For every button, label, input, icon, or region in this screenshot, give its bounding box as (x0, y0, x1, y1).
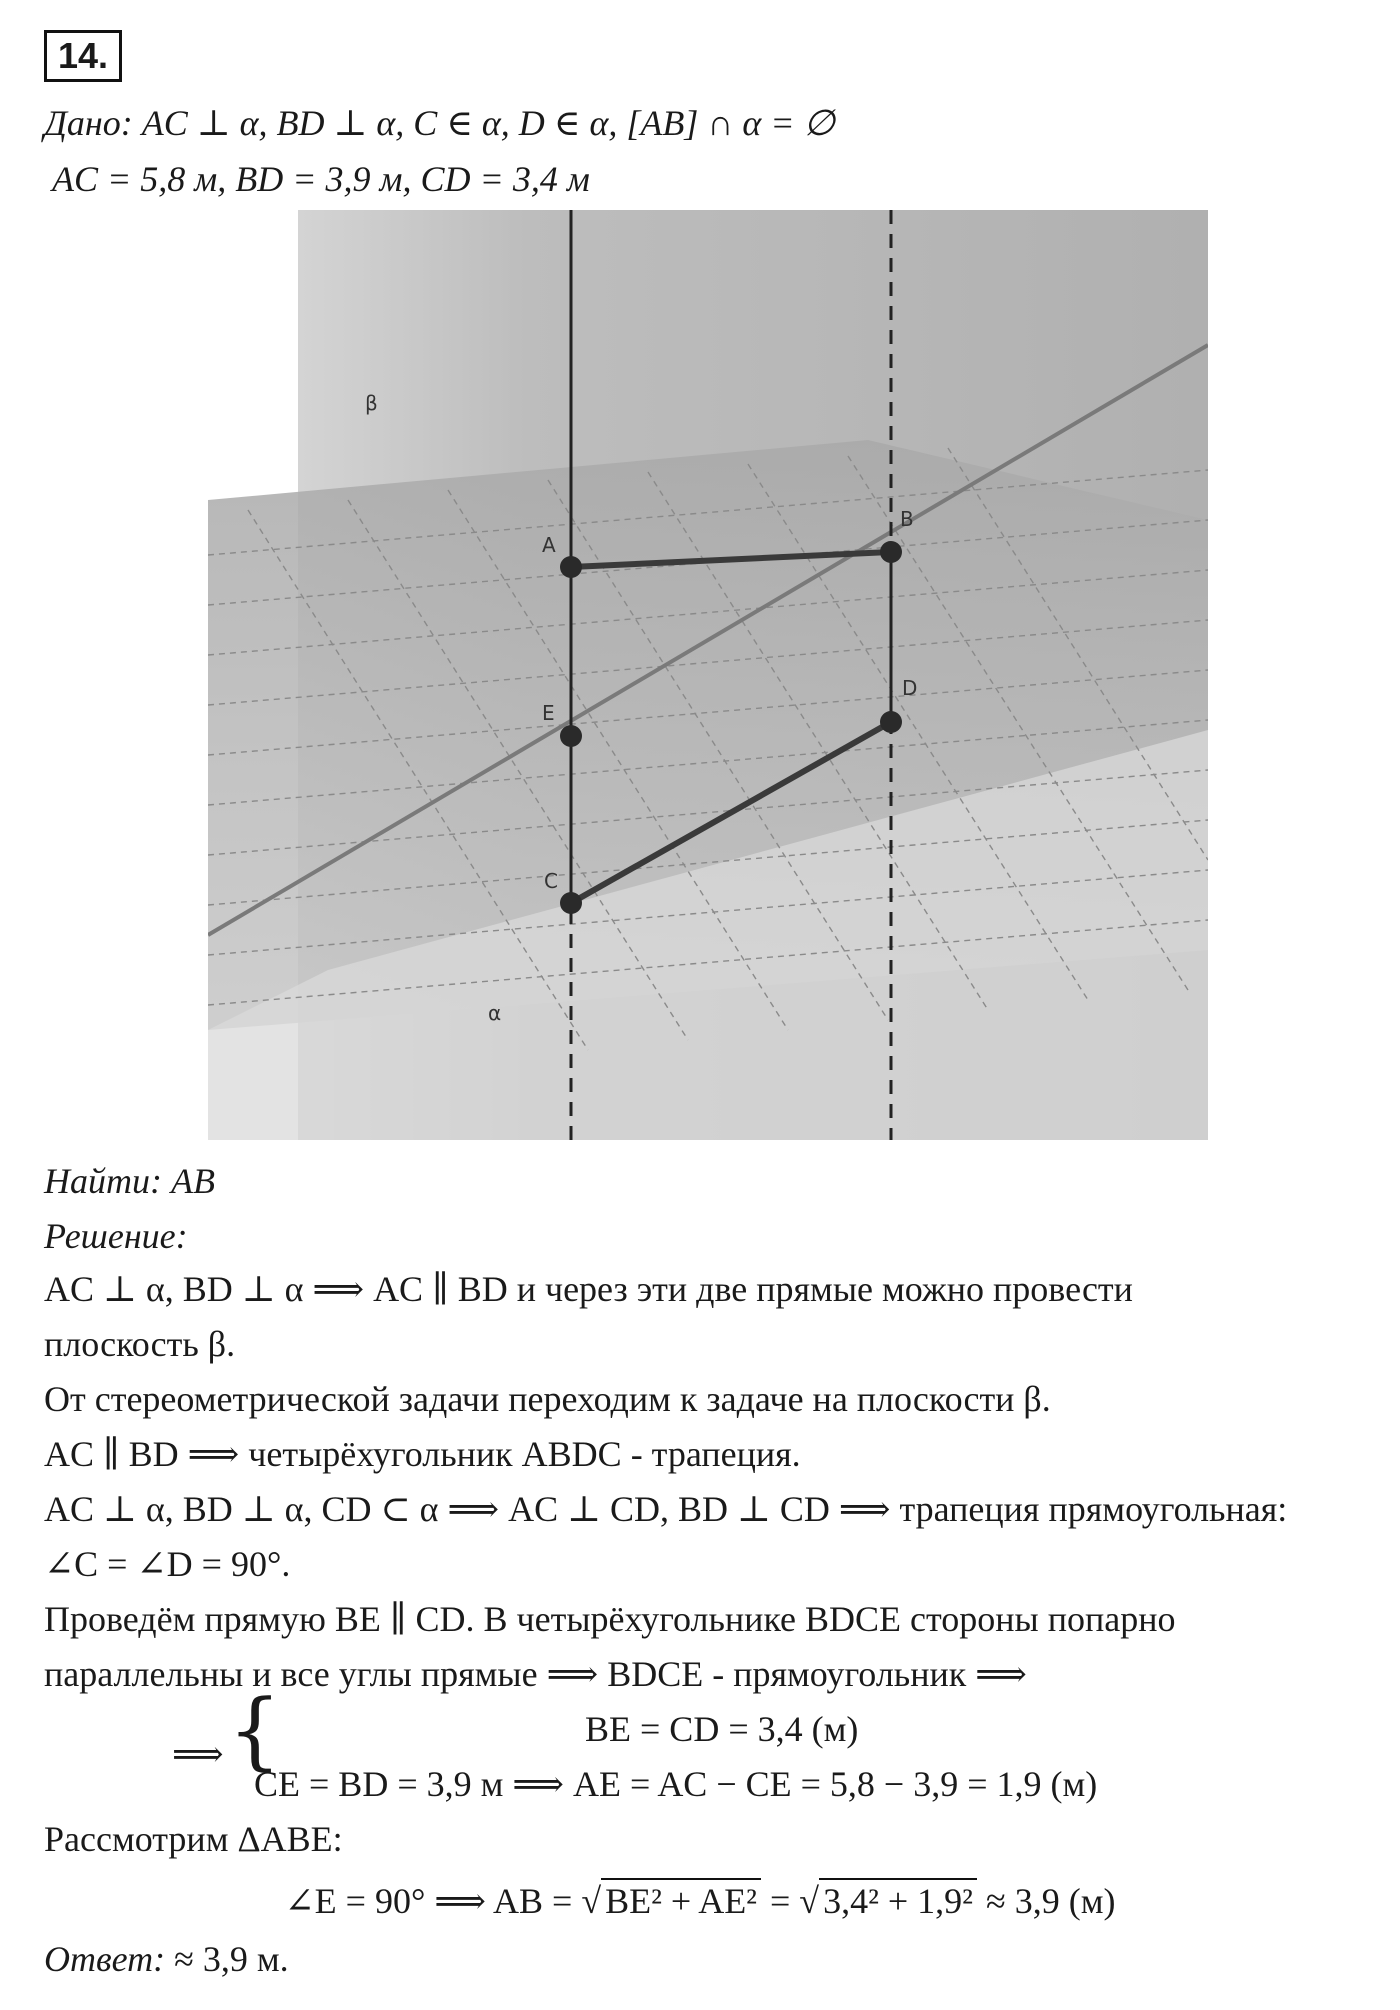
label-alpha: α (488, 1001, 502, 1025)
point-C (560, 892, 582, 914)
given-conditions: : AC ⊥ α, BD ⊥ α, C ∈ α, D ∈ α, [AB] ∩ α = ∅ (120, 103, 835, 143)
given-line-2 (52, 158, 590, 201)
label-beta: β (365, 391, 378, 415)
solution-line-3: От стереометрической задачи переходим к задаче на плоскости β. (44, 1379, 1051, 1419)
geometry-figure (208, 210, 1208, 1140)
solution-line-4: AC ∥ BD ⟹ четырёхугольник ABDC - трапеция. (44, 1434, 801, 1474)
label-C: C (544, 869, 558, 893)
final-formula: ∠E = 90° ⟹ AB = √ BE² + AE² = √ 3,4² + 1,9² ≈ 3,9 (м) (0, 1878, 1400, 1923)
answer-label: Ответ: (44, 1939, 166, 1979)
solution-line-2: плоскость β. (44, 1324, 236, 1364)
formula-sqrt-1: BE² + AE² (601, 1878, 761, 1923)
formula-left: ∠E = 90° ⟹ AB = (284, 1881, 582, 1921)
point-A (560, 556, 582, 578)
solution-line-5: AC ⊥ α, BD ⊥ α, CD ⊂ α ⟹ AC ⊥ CD, BD ⊥ CD ⟹ трапеция прямоугольная: (44, 1489, 1288, 1529)
formula-right: ≈ 3,9 (м) (976, 1881, 1116, 1921)
formula-mid: = (760, 1881, 800, 1921)
point-D (880, 711, 902, 733)
given-values: AC = 5,8 м, BD = 3,9 м, CD = 3,4 м (52, 159, 590, 199)
system-brace: { (228, 1681, 282, 1779)
solution-line-6: ∠C = ∠D = 90°. (44, 1544, 291, 1584)
system-equation-2: CE = BD = 3,9 м ⟹ AE = AC − CE = 5,8 − 3,9 = 1,9 (м) (254, 1764, 1098, 1804)
point-B (880, 541, 902, 563)
find-value: : AB (150, 1161, 215, 1201)
find-line (44, 1160, 215, 1203)
solution-label: Решение: (44, 1216, 188, 1256)
label-B: B (900, 507, 914, 531)
point-E (560, 725, 582, 747)
system-arrow: ⟹ (172, 1734, 224, 1774)
given-label: Дано (44, 103, 121, 143)
problem-number: 14. (44, 30, 122, 82)
formula-sqrt-2: 3,4² + 1,9² (819, 1878, 977, 1923)
solution-line-1: AC ⊥ α, BD ⊥ α ⟹ AC ∥ BD и через эти две прямые можно провести (44, 1269, 1133, 1309)
solution-line-7: Проведём прямую BE ∥ CD. В четырёхугольнике BDCE стороны попарно (44, 1599, 1176, 1639)
answer-line (44, 1938, 289, 1981)
system-equation-1: BE = CD = 3,4 (м) (585, 1709, 859, 1749)
label-E: E (542, 701, 555, 725)
label-A: A (542, 533, 556, 557)
find-label: Найти (44, 1161, 150, 1201)
given-line-1 (44, 102, 835, 145)
answer-value: ≈ 3,9 м. (165, 1939, 289, 1979)
solution-line-8: параллельны и все углы прямые ⟹ BDCE - прямоугольник ⟹ (44, 1654, 1027, 1694)
label-D: D (902, 676, 918, 700)
solution-line-9: Рассмотрим ΔABE: (44, 1819, 343, 1859)
